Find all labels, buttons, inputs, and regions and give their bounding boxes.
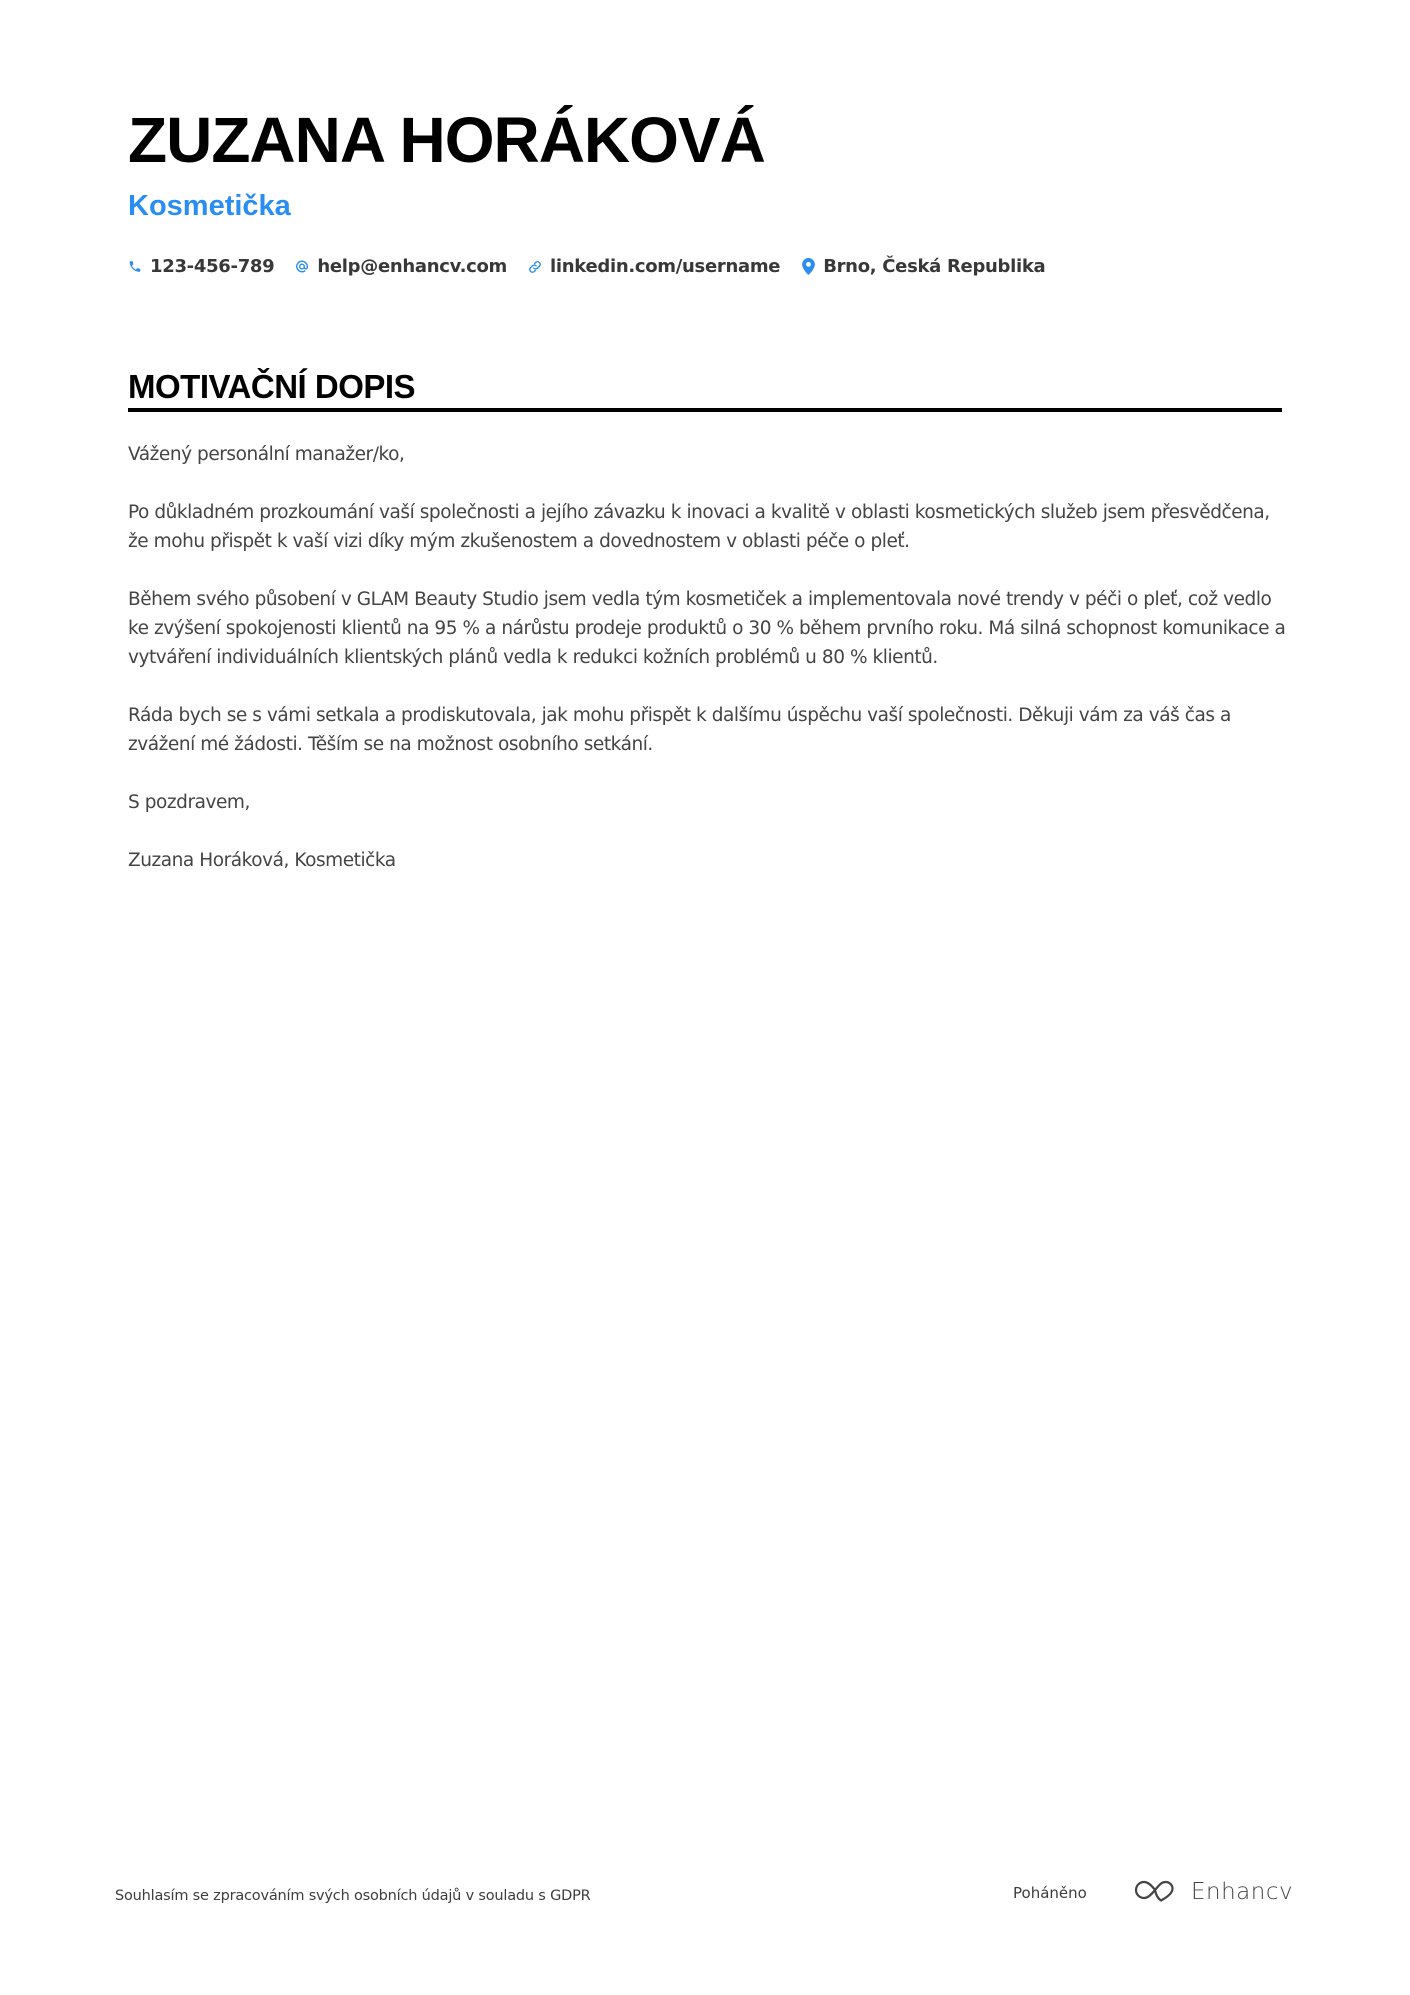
letter-paragraph: Během svého působení v GLAM Beauty Studio jsem vedla tým kosmetiček a implementovala nové trendy v péči o pleť, což vedlo ke zvýšení spokojenosti klientů na 95 % a nárůstu prodeje produktů o 30 % během prvního roku. Má silná schopnost komunikace a vytváření individuálních klientských plánů vedla k redukci kožních problémů u 80 % klientů.: [128, 589, 1286, 668]
closing: S pozdravem,: [128, 792, 250, 813]
section-title: MOTIVAČNÍ DOPIS: [128, 368, 416, 405]
enhancv-infinity-heart-icon: [1133, 1878, 1179, 1906]
letter-paragraph: Po důkladném prozkoumání vaší společnosti a jejího závazku k inovaci a kvalitě v oblasti kosmetických služeb jsem přesvědčena, že mohu přispět k vaší vizi díky mým zkušenostem a dovednostem v oblasti péče o pleť.: [128, 502, 1270, 552]
applicant-name: ZUZANA HORÁKOVÁ: [128, 104, 765, 176]
gdpr-consent: Souhlasím se zpracováním svých osobních údajů v souladu s GDPR: [115, 1888, 591, 1904]
salutation: Vážený personální manažer/ko,: [128, 444, 405, 465]
linkedin-url[interactable]: linkedin.com/username: [550, 256, 781, 277]
enhancv-logo[interactable]: [1133, 1878, 1293, 1906]
link-icon: [528, 259, 542, 275]
email-address[interactable]: help@enhancv.com: [317, 256, 508, 277]
location-text: Brno, Česká Republika: [823, 256, 1046, 277]
section-divider: [128, 408, 1282, 412]
enhancv-brand-text: Enhancv: [1191, 1879, 1294, 1905]
at-icon: [295, 259, 309, 275]
contact-linkedin[interactable]: [528, 256, 780, 277]
contact-phone: [128, 256, 274, 277]
powered-by-label: Poháněno: [1013, 1884, 1087, 1902]
contact-location: [801, 256, 1045, 277]
location-pin-icon: [801, 259, 815, 275]
job-title: Kosmetička: [128, 190, 291, 222]
signature: Zuzana Horáková, Kosmetička: [128, 850, 396, 871]
contact-email[interactable]: [295, 256, 507, 277]
phone-icon: [128, 259, 142, 275]
letter-paragraph: Ráda bych se s vámi setkala a prodiskutovala, jak mohu přispět k dalšímu úspěchu vaší společnosti. Děkuji vám za váš čas a zvážení mé žádosti. Těším se na možnost osobního setkání.: [128, 705, 1231, 755]
letter-body: [128, 440, 1288, 904]
phone-number: 123-456-789: [150, 256, 275, 277]
contact-row: [128, 256, 1066, 277]
